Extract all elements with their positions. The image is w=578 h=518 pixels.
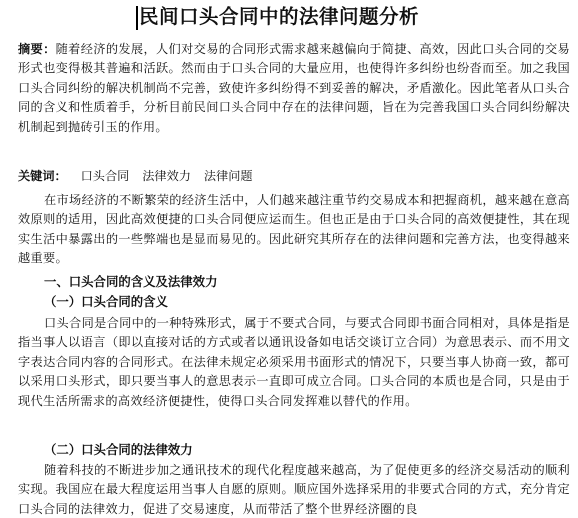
validity-paragraph: 随着科技的不断进步加之通讯技术的现代化程度越来越高，为了促使更多的经济交易活动的顺利实现。我国应在最大程度运用当事人自愿的原则。顺应国外选择采用的非要式合同的方式，充分肯定口头合同的法律效力，促进了交易速度，从而带活了整个世界经济圈的良 bbox=[18, 463, 570, 516]
subsection-heading: （一）口头合同的含义 bbox=[44, 294, 168, 309]
keyword-item: 口头合同 bbox=[80, 169, 130, 183]
definition-paragraph: 口头合同是合同中的一种特殊形式，属于不要式合同，与要式合同即书面合同相对，具体是指是指当事人以语言（即以直接对话的方式或者以通讯设备如电话交谈订立合同）为意思表示、而不用文字表达合同内容的合同形式。在法律未规定必须采用书面形式的情况下，只要当事人协商一致，都可以采用口头形式，即只要当事人的意思表示一直即可成立合同。口头合同的本质也是合同，只是由于现代生活所需求的高效经济便捷性，使得口头合同发挥难以替代的作用。 bbox=[18, 316, 570, 408]
section-heading: 一、口头合同的含义及法律效力 bbox=[44, 274, 218, 289]
text-cursor bbox=[136, 6, 138, 30]
keywords-label: 关键词： bbox=[18, 169, 67, 183]
subsection-heading: （二）口头合同的法律效力 bbox=[44, 442, 193, 457]
abstract-paragraph bbox=[18, 40, 570, 137]
abstract-text: 随着经济的发展，人们对交易的合同形式需求越来越偏向于简捷、高效，因此口头合同的交易形式也变得极其普遍和活跃。然而由于口头合同的大量应用，也使得许多纠纷也纷沓而至。加之我国口头合同纠纷的解决机制尚不完善，致使许多纠纷得不到妥善的解决，矛盾激化。因此笔者从口头合同的含义和性质着手，分析目前民间口头合同中存在的法律问题，旨在为完善我国口头合同纠纷解决机制起到抛砖引玉的作用。 bbox=[18, 42, 570, 134]
keyword-item: 法律效力 bbox=[142, 169, 191, 183]
keywords-line bbox=[18, 167, 262, 186]
document-title: 民间口头合同中的法律问题分析 bbox=[139, 5, 420, 28]
abstract-label: 摘要： bbox=[18, 42, 56, 56]
intro-paragraph: 在市场经济的不断繁荣的经济生活中，人们越来越注重节约交易成本和把握商机，越来越在意高效原则的适用，因此高效便捷的口头合同便应运而生。但也正是由于口头合同的高效便捷性，其在现实生活中暴露出的一些弊端也是显而易见的。因此研究其所存在的法律问题和完善方法，也变得越来越重要。 bbox=[18, 193, 570, 266]
keyword-item: 法律问题 bbox=[203, 169, 253, 183]
